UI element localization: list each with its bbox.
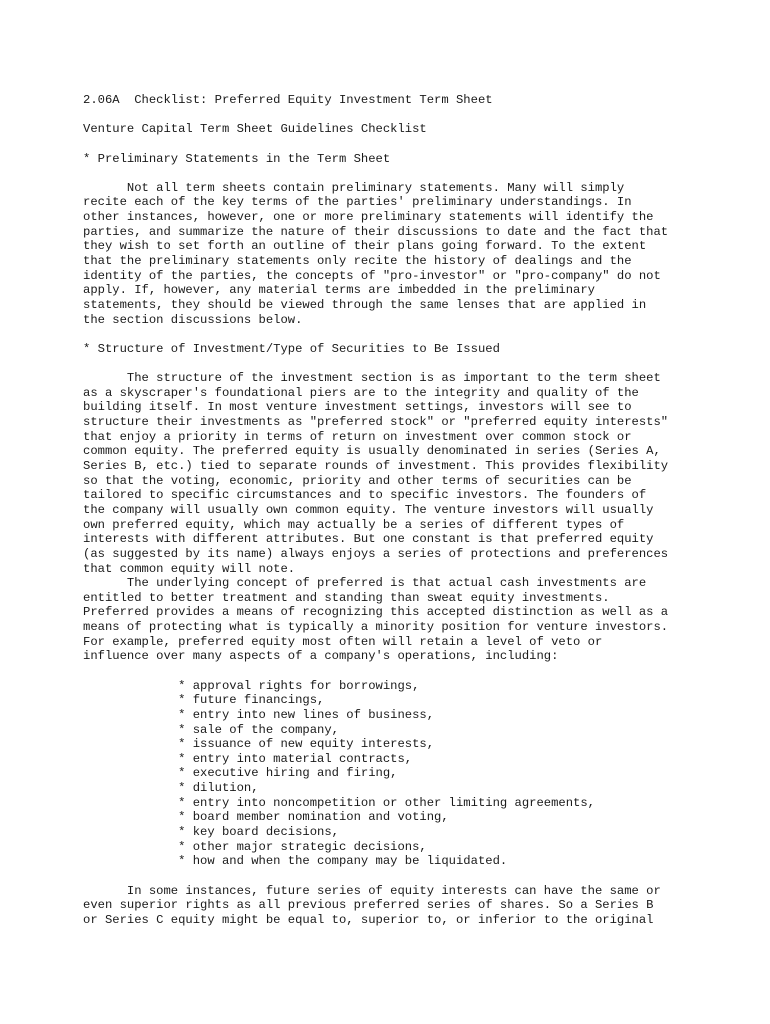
document-list-line: * executive hiring and firing, — [83, 766, 398, 781]
document-text-line: or Series C equity might be equal to, superior to, or inferior to the original — [83, 912, 654, 927]
document-text-line: statements, they should be viewed through the same lenses that are applied in — [83, 297, 647, 312]
document-text-line — [83, 357, 723, 372]
document-text-line: means of protecting what is typically a minority position for venture investors. — [83, 620, 669, 635]
document-text-line: they wish to set forth an outline of their plans going forward. To the extent — [83, 239, 647, 254]
document-text-line — [83, 108, 723, 123]
document-text-line: recite each of the key terms of the parties' preliminary understandings. In — [83, 195, 632, 210]
document-text-line: Preferred provides a means of recognizing this accepted distinction as well as a — [83, 605, 669, 620]
document-text-line: Venture Capital Term Sheet Guidelines Checklist — [83, 122, 427, 137]
document-text-line — [83, 664, 723, 679]
document-text-line: that common equity will note. — [83, 561, 296, 576]
document-text-line: even superior rights as all previous preferred series of shares. So a Series B — [83, 898, 654, 913]
document-text-line: the section discussions below. — [83, 312, 303, 327]
document-text-line: influence over many aspects of a company's operations, including: — [83, 649, 559, 664]
document-text-line: The structure of the investment section is as important to the term sheet — [83, 371, 661, 386]
document-text-line: 2.06A Checklist: Preferred Equity Investment Term Sheet — [83, 93, 493, 107]
document-page — [83, 93, 723, 928]
document-text-line: parties, and summarize the nature of their discussions to date and the fact that — [83, 224, 669, 239]
document-text-line: (as suggested by its name) always enjoys a series of protections and preferences — [83, 546, 669, 561]
document-list-line: * board member nomination and voting, — [83, 810, 449, 825]
document-text-line: as a skyscraper's foundational piers are to the integrity and quality of the — [83, 385, 639, 400]
document-text-line: building itself. In most venture investment settings, investors will see to — [83, 400, 632, 415]
document-text-line — [83, 137, 723, 152]
document-text-line: common equity. The preferred equity is usually denominated in series (Series A, — [83, 444, 661, 459]
document-list-line: * Preliminary Statements in the Term Sheet — [83, 151, 391, 166]
document-list-line: * future financings, — [83, 693, 325, 708]
document-text-line: that enjoy a priority in terms of return on investment over common stock or — [83, 429, 632, 444]
document-list-line: * how and when the company may be liquidated. — [83, 854, 508, 869]
document-list-line: * dilution, — [83, 781, 259, 796]
document-text-line: other instances, however, one or more preliminary statements will identify the — [83, 210, 654, 225]
document-text-line — [83, 869, 723, 884]
document-list-line: * sale of the company, — [83, 722, 339, 737]
document-text-line: In some instances, future series of equity interests can have the same or — [83, 883, 661, 898]
document-list-line: * entry into material contracts, — [83, 751, 413, 766]
document-text-line: structure their investments as "preferred stock" or "preferred equity interests" — [83, 415, 669, 430]
document-text-line: the company will usually own common equity. The venture investors will usually — [83, 502, 654, 517]
document-text-line: own preferred equity, which may actually be a series of different types of — [83, 517, 625, 532]
document-list-line: * entry into noncompetition or other limiting agreements, — [83, 795, 595, 810]
document-list-line: * key board decisions, — [83, 825, 339, 840]
document-list-line: * issuance of new equity interests, — [83, 737, 435, 752]
document-text-line: Not all term sheets contain preliminary statements. Many will simply — [83, 180, 625, 195]
document-text-line: that the preliminary statements only recite the history of dealings and the — [83, 254, 632, 269]
document-text-line — [83, 166, 723, 181]
document-list-line: * Structure of Investment/Type of Securities to Be Issued — [83, 341, 500, 356]
document-text-line: so that the voting, economic, priority and other terms of securities can be — [83, 473, 632, 488]
document-text-line: Series B, etc.) tied to separate rounds of investment. This provides flexibility — [83, 459, 669, 474]
document-text-line: tailored to specific circumstances and to specific investors. The founders of — [83, 488, 647, 503]
document-text-line: For example, preferred equity most often will retain a level of veto or — [83, 634, 603, 649]
document-text-line: apply. If, however, any material terms are imbedded in the preliminary — [83, 283, 595, 298]
document-text-line: identity of the parties, the concepts of "pro-investor" or "pro-company" do not — [83, 268, 661, 283]
document-text-line — [83, 327, 723, 342]
document-list-line: * approval rights for borrowings, — [83, 678, 420, 693]
document-list-line: * other major strategic decisions, — [83, 839, 427, 854]
document-text-line: interests with different attributes. But one constant is that preferred equity — [83, 532, 654, 547]
document-text-line: The underlying concept of preferred is that actual cash investments are — [83, 576, 647, 591]
document-list-line: * entry into new lines of business, — [83, 707, 435, 722]
document-text-line: entitled to better treatment and standing than sweat equity investments. — [83, 590, 610, 605]
